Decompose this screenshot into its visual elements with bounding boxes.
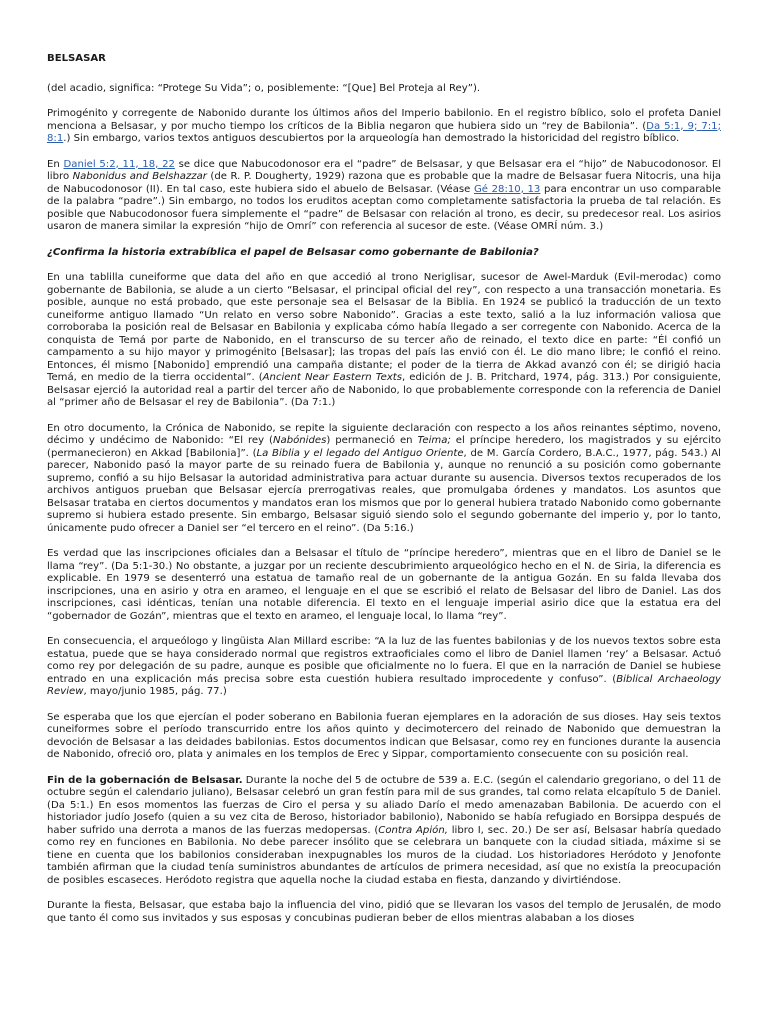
etymology-paragraph: (del acadio, significa: “Protege Su Vida”; o, posiblemente: “[Que] Bel Proteja al Rey”). (47, 82, 481, 94)
book-title-italic: Nabonidus and Belshazzar (72, 171, 207, 182)
paragraph-3 (47, 272, 721, 410)
paragraph-2 (47, 159, 721, 234)
text-run: En una tablilla cuneiforme que data del año en que accedió al trono Neriglisar, sucesor de Awel-Marduk (Evil-merodac) como gobernante de Babilonia, se alude a un cierto “Belsasar, el principal oficial del rey”, con respecto a una transacción monetaria. Es posible, aunque no está probado, que este personaje sea el Belsasar de la Biblia. En 1924 se publicó la traducción de un texto cuneiforme antiguo llamado “Un relato en verso sobre Nabonido”. Gracias a este texto, salió a la luz información valiosa que corroboraba la posición real de Belsasar en Babilonia y explicaba cómo había llegado a ser corregente con Nabonido. Acerca de la conquista de Temá por parte de Nabonido, en el transcurso de su tercer año de reinado, el texto dice en parte: “Él confió un campamento a su hijo mayor y primogénito [Belsasar]; las tropas del país las envió con él. Le dio mano libre; le confió el reino. Entonces, él mismo [Nabonido] emprendió una campaña distante; el poder de la tierra de Akkad avanzó con él; se dirigió hacia Temá, en medio de la tierra occidental”. ( (47, 272, 721, 383)
paragraph-7: Se esperaba que los que ejercían el poder soberano en Babilonia fueran ejemplares en la adoración de sus dioses. Hay seis textos cuneiformes sobre el período transcurrido entre los años quinto y decimotercero del reinado de Nabonido que demuestran la devoción de Belsasar a las deidades babilonias. Estos documentos indican que Belsasar, como rey en funciones durante la ausencia de Nabonido, ofreció oro, plata y animales en los templos de Erec y Sippar, comportamiento consecuente con su posición real. (47, 711, 721, 760)
paragraph-8 (47, 775, 721, 888)
text-run: En otro documento, la Crónica de Nabonido, se repite la siguiente declaración con respecto a los años reinantes séptimo, noveno, décimo y undécimo de Nabonido: “El rey ( (47, 422, 721, 446)
italic-term: Nabónides (272, 435, 327, 446)
paragraph-9: Durante la fiesta, Belsasar, que estaba bajo la influencia del vino, pidió que se llevaran los vasos del templo de Jerusalén, de modo que tanto él como sus invitados y sus esposas y concubinas pudieran beber de ellos mientras alababan a los dioses (47, 900, 721, 924)
text-run: Primogénito y corregente de Nabonido durante los últimos años del Imperio babilonio. En el registro bíblico, solo el profeta Daniel menciona a Belsasar, y por mucho tiempo los críticos de la Biblia negaron que hubiera sido un “rey de Babilonia”. ( (47, 108, 721, 132)
paragraph-5: Es verdad que las inscripciones oficiales dan a Belsasar el título de “príncipe heredero”, mientras que en el libro de Daniel se le llama “rey”. (Da 5:1-30.) No obstante, a juzgar por un reciente descubrimiento arqueológico hecho en el N. de Siria, la diferencia es explicable. En 1979 se desenterró una estatua de tamaño real de un gobernante de la antigua Gozán. En su falda llevaba dos inscripciones, una en asirio y otra en arameo, el lenguaje en el que se escribió el relato de Belsasar del libro de Daniel. Las dos inscripciones, casi idénticas, tenían una notable diferencia. El texto en el lenguaje imperial asirio dice que la estatua era del “gobernador de Gozán”, mientras que el texto en arameo, el lenguaje local, lo llama “rey”. (47, 548, 721, 622)
text-run: ) permaneció en (326, 435, 418, 446)
text-run: , mayo/junio 1985, pág. 77.) (83, 686, 227, 697)
text-run: (de R. P. Dougherty, 1929) razona que es probable que la madre de Belsasar fuera Nitocris, una hija de Nabucodonosor (II). En tal caso, este hubiera sido el abuelo de Belsasar. (Véase (47, 171, 722, 195)
text-run: se dice que Nabucodonosor era el “padre” de Belsasar, y que Belsasar era el “hijo” de Nabucodonosor. El libro (47, 158, 722, 182)
book-title-italic: Biblical Archaeology Review (47, 673, 721, 697)
text-run: .) Sin embargo, varios textos antiguos descubiertos por la arqueología han demostrado la historicidad del registro bíblico. (63, 133, 680, 144)
text-run: el príncipe heredero, los magistrados y su ejército (permanecieron) en Akkad [Babilonia]”. ( (47, 435, 721, 459)
text-run: para encontrar un uso comparable de la palabra “padre”.) Sin embargo, no todos los eruditos aceptan como completamente satisfactoria la prueba de tal relación. Es posible que Nabucodonosor fuera simplemente el “padre” de Belsasar con relación al trono, es decir, su predecesor real. Los asirios usaron de manera similar la expresión “hijo de Omrí” con referencia al sucesor de este. (Véase OMRÍ núm. 3.) (47, 183, 721, 232)
text-run: En (47, 158, 64, 170)
scripture-link-ge-28-10[interactable]: Gé 28:10, 13 (473, 183, 541, 195)
subsection-heading: Fin de la gobernación de Belsasar. (47, 774, 243, 786)
paragraph-1 (47, 108, 721, 146)
paragraph-4 (47, 423, 721, 536)
book-title-italic: Ancient Near Eastern Texts (262, 372, 403, 383)
article-title: BELSASAR (47, 53, 106, 64)
document-page (47, 53, 721, 938)
text-run: , de M. García Cordero, B.A.C., 1977, pág. 543.) Al parecer, Nabonido pasó la mayor parte de su reinado fuera de Babilonia y, aunque no renunció a su posición como gobernante supremo, confió a su hijo Belsasar la autoridad administrativa para actuar durante su ausencia. Diversos textos recuperados de los archivos antiguos prueban que Belsasar ejercía prerrogativas reales, que promulgaba órdenes y mandatos. Los asuntos que Belsasar trataba en ciertos documentos y mandatos eran los mismos que por lo general hubiera tratado Nabonido como gobernante supremo si hubiera estado presente. Sin embargo, Belsasar siguió siendo solo el segundo gobernante del imperio y, por lo tanto, únicamente pudo ofrecer a Daniel ser “el tercero en el reino”. (Da 5:16.) (47, 447, 721, 534)
scripture-link-daniel-5-2[interactable]: Daniel 5:2, 11, 18, 22 (63, 158, 175, 170)
book-title-italic: Contra Apión, (378, 824, 448, 836)
scripture-link-da-5-1[interactable]: Da 5:1, 9; 7:1; 8:1 (47, 120, 721, 144)
italic-term: Teima; (417, 435, 451, 446)
paragraph-6 (47, 636, 721, 699)
text-run: , edición de J. B. Pritchard, 1974, pág. 313.) Por consiguiente, Belsasar ejerció la autoridad real a partir del tercer año de Nabonido, lo que probablemente corresponde con la referencia de Daniel al “primer año de Belsasar el rey de Babilonia”. (Da 7:1.) (47, 372, 721, 408)
text-run: En consecuencia, el arqueólogo y lingüista Alan Millard escribe: “A la luz de las fuentes babilonias y de los nuevos textos sobre esta estatua, puede que se haya considerado normal que registros extraoficiales como el libro de Daniel llamen ‘rey’ a Belsasar. Actuó como rey por delegación de su padre, aunque es posible que oficialmente no lo fuera. El que en la narración de Daniel se hubiese entrado en una explicación más precisa sobre esta cuestión hubiera resultado improcedente y confuso”. ( (47, 636, 721, 685)
book-title-italic: La Biblia y el legado del Antiguo Oriente (256, 447, 464, 459)
section-question: ¿Confirma la historia extrabíblica el papel de Belsasar como gobernante de Babilonia? (47, 246, 539, 258)
text-run: libro I, sec. 20.) De ser así, Belsasar habría quedado como rey en funciones en Babilonia. No debe parecer insólito que se celebrara un banquete con la ciudad sitiada, máxime si se tiene en cuenta que los babilonios consideraban inexpugnables los muros de la ciudad. Los historiadores Heródoto y Jenofonte también afirman que la ciudad tenía suministros abundantes de artículos de primera necesidad, así que no existía la preocupación de posibles escaseces. Heródoto registra que aquella noche la ciudad estaba en fiesta, danzando y divirtiéndose. (47, 824, 721, 886)
text-run: Durante la noche del 5 de octubre de 539 a. E.C. (según el calendario gregoriano, o del 11 de octubre según el calendario juliano), Belsasar celebró un gran festín para mil de sus grandes, tal como relata elcapítulo 5 de Daniel. (Da 5:1.) En esos momentos las fuerzas de Ciro el persa y su aliado Darío el medo amenazaban Babilonia. De acuerdo con el historiador judío Josefo (quien a su vez cita de Beroso, historiador babilonio), Nabonido se había refugiado en Borsippa después de haber sufrido una derrota a manos de las fuerzas medopersas. ( (47, 774, 721, 836)
